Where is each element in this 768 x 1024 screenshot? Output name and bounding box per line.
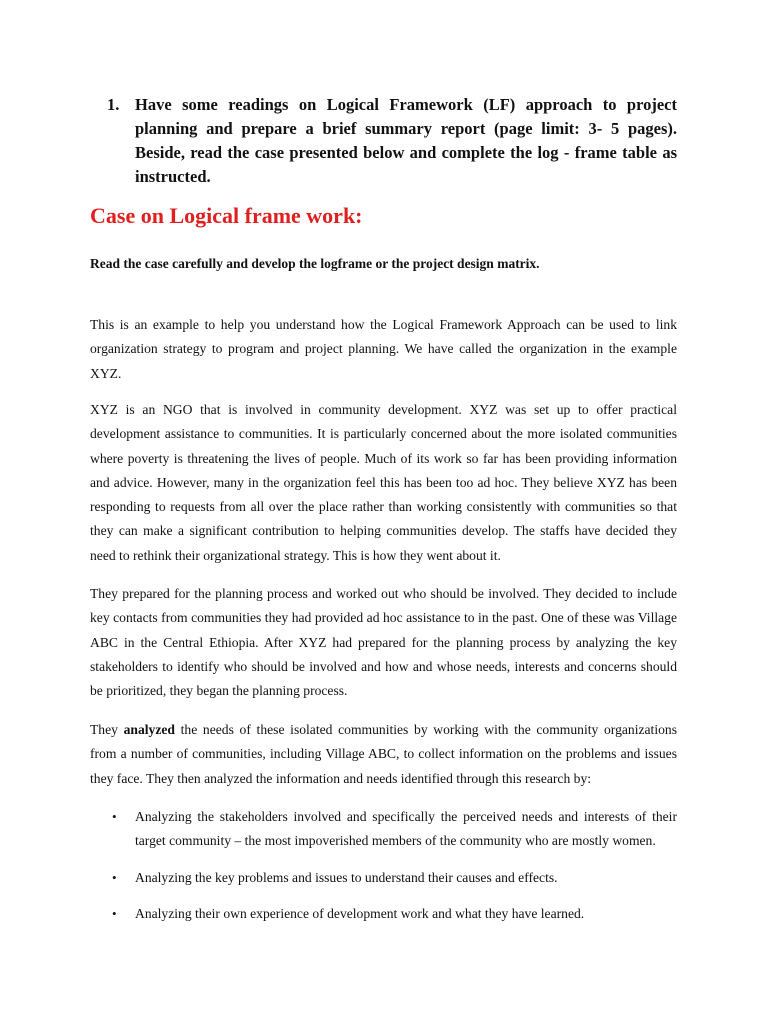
case-title: Case on Logical frame work: (90, 203, 363, 228)
paragraph-analysis-start: They (90, 722, 124, 737)
question-number: 1. (107, 95, 120, 114)
case-instruction: Read the case carefully and develop the logframe or the project design matrix. (90, 256, 540, 271)
paragraph-xyz-background: XYZ is an NGO that is involved in community development. XYZ was set up to offer practical development assistance to communities. It is particularly concerned about the more isolated communities where poverty is threatening the lives of people. Much of its work so far has been providing information and advice. However, many in the organization feel this has been too ad hoc. They believe XYZ has been responding to requests from all over the place rather than working consistently with communities so that they can make a significant contribution to helping communities develop. The staffs have decided they need to rethink their organizational strategy. This is how they went about it. (90, 402, 677, 563)
list-item-text: Analyzing the stakeholders involved and specifically the perceived needs and interests of their target community – the most impoverished members of the community who are mostly women. (135, 809, 677, 849)
list-item (90, 902, 677, 926)
paragraph-planning-process: They prepared for the planning process and worked out who should be involved. They decided to include key contacts from communities they had provided ad hoc assistance to in the past. One of these was Village ABC in the Central Ethiopia. After XYZ had prepared for the planning process by analyzing the key stakeholders to identify who should be involved and how and whose needs, interests and concerns should be prioritized, they began the planning process. (90, 586, 677, 699)
list-item-text: Analyzing their own experience of development work and what they have learned. (135, 905, 585, 921)
assignment-question (107, 93, 677, 189)
question-text: Have some readings on Logical Framework (LF) approach to project planning and prepare a brief summary report (page limit: 3- 5 pages). Beside, read the case presented below and complete the log - frame table as instructed. (135, 95, 677, 186)
paragraph-analysis (90, 718, 677, 791)
paragraph-intro: This is an example to help you understand how the Logical Framework Approach can be used to link organization strategy to program and project planning. We have called the organization in the example XYZ. (90, 317, 677, 381)
list-item (90, 805, 677, 854)
list-item-text: Analyzing the key problems and issues to understand their causes and effects. (135, 869, 558, 885)
paragraph-analysis-rest: the needs of these isolated communities by working with the community organizations from a number of communities, including Village ABC, to collect information on the problems and issues they face. They then analyzed the information and needs identified through this research by: (90, 722, 677, 786)
paragraph-analysis-emphasis: analyzed (123, 722, 175, 737)
analysis-bullet-list (90, 805, 677, 938)
bullet-icon: • (112, 905, 117, 921)
bullet-icon: • (112, 809, 117, 824)
list-item (90, 866, 677, 890)
bullet-icon: • (112, 869, 117, 885)
